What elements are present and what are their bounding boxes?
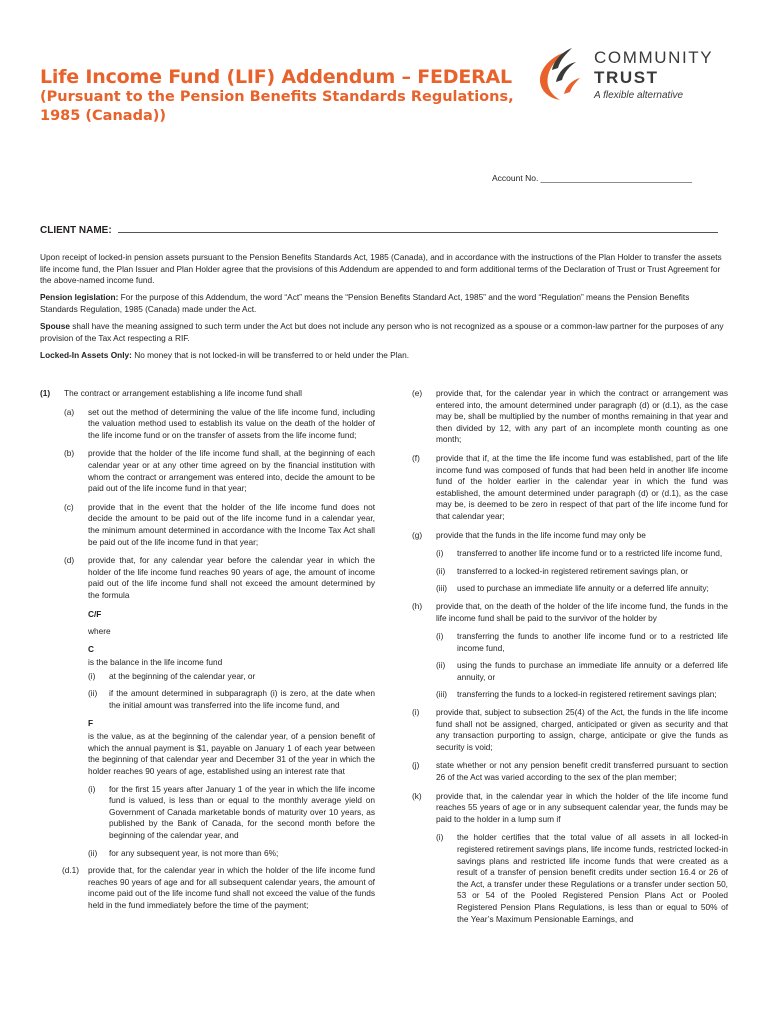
clause-d1 bbox=[40, 865, 375, 911]
variable-c-label: C bbox=[88, 643, 94, 654]
variable-c bbox=[88, 644, 375, 656]
intro-section bbox=[40, 252, 728, 367]
account-number-field[interactable]: Account No. ________________________________ bbox=[492, 173, 692, 183]
clause-text: provide that the holder of the life income fund shall, at the beginning of each calendar year or at any other time agreed on by the financial institution with whom the contract or arrangement was entered into, decide the amount to be paid out of the life income fund in that year; bbox=[88, 448, 375, 494]
subclause-label: (ii) bbox=[436, 660, 446, 671]
client-name-label: CLIENT NAME: bbox=[40, 225, 112, 236]
right-column bbox=[412, 388, 728, 931]
subclause-label: (ii) bbox=[88, 688, 98, 699]
clause-label: (d) bbox=[64, 555, 75, 566]
subclause-label: (i) bbox=[88, 670, 96, 681]
swoosh-logo-icon bbox=[532, 44, 590, 106]
clause-label: (c) bbox=[64, 501, 74, 512]
variable-f-label: F bbox=[88, 717, 94, 728]
subclause-text: transferring the funds to a locked-in registered retirement savings plan; bbox=[457, 689, 717, 700]
clause-text: The contract or arrangement establishing a life income fund shall bbox=[64, 388, 302, 398]
clause-b bbox=[64, 448, 375, 494]
variable-f bbox=[88, 718, 375, 730]
clause-i bbox=[412, 707, 728, 753]
subclause-label: (i) bbox=[88, 783, 96, 794]
formula bbox=[88, 609, 375, 621]
f-subclause-ii bbox=[88, 848, 375, 860]
f-subclause-i bbox=[88, 784, 375, 842]
subclause-text: transferred to a locked-in registered retirement savings plan, or bbox=[457, 565, 689, 576]
h-subclause-iii bbox=[436, 689, 728, 701]
clause-d bbox=[64, 555, 375, 601]
locked-in-text: No money that is not locked-in will be transferred to or held under the Plan. bbox=[131, 349, 410, 360]
logo-word-community: COMMUNITY bbox=[594, 48, 714, 67]
pension-legislation-label: Pension legislation: bbox=[40, 292, 119, 303]
clause-text: provide that in the event that the holder of the life income fund does not decide the amount to be paid out of the life income fund in a calendar year, the minimum amount determined in accordance with the Income Tax Act shall be paid out of the life income fund in that year; bbox=[88, 501, 375, 547]
document-subtitle-line2: 1985 (Canada)) bbox=[40, 108, 166, 124]
clause-text: provide that, in the calendar year in which the holder of the life income fund reaches 55 years of age or in any subsequent calendar year, the funds may be paid to the holder in a lump sum if bbox=[436, 790, 728, 824]
clause-label: (b) bbox=[64, 448, 75, 459]
subclause-text: transferring the funds to another life income fund or to a restricted life income fund, bbox=[457, 631, 728, 653]
c-subclause-i bbox=[88, 671, 375, 683]
subclause-text: for the first 15 years after January 1 of the year in which the life income fund is valued, is less than or equal to the monthly average yield on Government of Canada marketable bonds of maturity over 10 years, as published by the Bank of Canada, for the second month before the beginning of the calendar year, and bbox=[109, 783, 375, 840]
clause-h bbox=[412, 601, 728, 624]
intro-paragraph: Upon receipt of locked-in pension assets pursuant to the Pension Benefits Standards Act, 1985 (Canada), and in accordance with the instructions of the Plan Holder to transfer the assets life income fund, the Plan Issuer and Plan Holder agree that the provisions of this Addendum are appended to and form additional terms of the Declaration of Trust or Trust Agreement for the above-named income fund. bbox=[40, 252, 722, 286]
logo-tagline: A flexible alternative bbox=[594, 90, 684, 101]
g-subclause-iii bbox=[436, 583, 728, 595]
clause-f bbox=[412, 453, 728, 523]
k-subclause-i bbox=[436, 832, 728, 925]
subclause-text: used to purchase an immediate life annuity or a deferred life annuity; bbox=[457, 583, 709, 594]
subclause-text: if the amount determined in subparagraph (i) is zero, at the date when the initial amount was transferred into the life income fund, and bbox=[109, 688, 375, 711]
formula-text: C/F bbox=[88, 608, 102, 619]
clause-text: provide that, subject to subsection 25(4) of the Act, the funds in the life income fund shall not be assigned, charged, anticipated or given as security and that any transaction purporting to assign, charge, anticipate or give the funds as security is void; bbox=[436, 707, 728, 752]
pension-legislation-text: For the purpose of this Addendum, the word “Act” means the “Pension Benefits Standard Act, 1985” and the word “Regulation” means the Pension Benefits Standards Regulation, 1985 (Canada) made under the Act. bbox=[40, 292, 690, 314]
variable-c-definition: is the balance in the life income fund bbox=[88, 657, 223, 668]
spouse-text: shall have the meaning assigned to such term under the Act but does not include any person who is not recognized as a spouse or a common-law partner for the purposes of any provision of the Tax Act respecting a RIF. bbox=[40, 321, 724, 343]
g-subclause-i bbox=[436, 548, 728, 560]
clause-text: state whether or not any pension benefit credit transferred pursuant to section 26 of the Act was varied according to the sex of the plan member; bbox=[436, 760, 728, 783]
client-name-line[interactable] bbox=[118, 224, 718, 233]
clause-k bbox=[412, 791, 728, 826]
clause-label: (j) bbox=[412, 760, 420, 771]
clause-text: provide that, for the calendar year in which the holder of the life income fund reaches 90 years of age and for all subsequent calendar years, the amount of income paid out of the life income fund shall not exceed the value of the funds held in the fund immediately before the time of the payment; bbox=[88, 865, 375, 910]
clause-text: provide that, on the death of the holder of the life income fund, the funds in the life income fund shall be paid to the survivor of the holder by bbox=[436, 600, 728, 623]
where-text: where bbox=[88, 626, 111, 637]
clause-label: (k) bbox=[412, 790, 422, 801]
subclause-label: (i) bbox=[436, 631, 444, 642]
clause-g bbox=[412, 530, 728, 542]
clause-text: provide that if, at the time the life income fund was established, part of the life income fund was composed of funds that had been held in another life income fund of the holder earlier in the calendar year in which the fund was established, the amount determined under paragraph (d) or (d.1), as the case may be, is deemed to be zero in respect of that part of the life income fund for that calendar year; bbox=[436, 452, 728, 521]
clause-text: provide that, for any calendar year before the calendar year in which the holder of the life income fund reaches 90 years of age, the amount of income paid out of the life income fund shall not exceed the amount determined by the formula bbox=[88, 555, 375, 600]
left-column bbox=[40, 388, 375, 919]
clause-1 bbox=[40, 388, 375, 400]
subclause-label: (ii) bbox=[88, 847, 98, 858]
subclause-label: (i) bbox=[436, 548, 444, 559]
client-name-field[interactable] bbox=[40, 224, 725, 236]
subclause-label: (iii) bbox=[436, 689, 448, 700]
clause-c bbox=[64, 502, 375, 548]
c-subclause-ii bbox=[88, 688, 375, 711]
variable-f-definition: is the value, as at the beginning of the calendar year, of a pension benefit of which the annual payment is $1, payable on January 1 of each year between the beginning of that calendar year and December 31 of the year in which the holder reaches 90 years of age, established using an interest rate that bbox=[88, 731, 375, 777]
document-title-block bbox=[40, 66, 514, 126]
spouse-label: Spouse bbox=[40, 321, 70, 332]
subclause-text: for any subsequent year, is not more than 6%; bbox=[109, 847, 279, 858]
subclause-text: using the funds to purchase an immediate life annuity or a deferred life annuity, or bbox=[457, 660, 728, 682]
clause-text: provide that the funds in the life income fund may only be bbox=[436, 529, 646, 540]
clause-label: (g) bbox=[412, 529, 423, 540]
subclause-text: the holder certifies that the total value of all assets in all locked-in registered retirement savings plans, life income funds, restricted locked-in savings plans and restricted life income funds that were created as a result of a transfer of pension benefit credits under section 16.4 or 26 of the Act, a transfer under these Regulations or a transfer under section 50, 53 or 54 of the Pooled Registered Pension Plans Act or Pooled Registered Pension Plans Regulations, is less than or equal to 50% of the Year’s Maximum Pensionable Earnings, and bbox=[457, 832, 728, 924]
document-subtitle-line1: (Pursuant to the Pension Benefits Standards Regulations, bbox=[40, 89, 514, 105]
clause-text: set out the method of determining the value of the life income fund, including the valuation method used to establish its value on the death of the holder of the life income fund or on the transfer of assets from the life income fund; bbox=[88, 406, 375, 440]
spouse-paragraph bbox=[40, 321, 728, 344]
h-subclause-i bbox=[436, 631, 728, 654]
clause-j bbox=[412, 760, 728, 783]
clause-label: (i) bbox=[412, 707, 420, 718]
clause-label: (d.1) bbox=[62, 865, 80, 876]
locked-in-paragraph bbox=[40, 350, 728, 362]
community-trust-logo bbox=[532, 44, 732, 104]
subclause-label: (iii) bbox=[436, 583, 448, 594]
subclause-label: (i) bbox=[436, 832, 444, 843]
subclause-text: at the beginning of the calendar year, or bbox=[109, 670, 256, 681]
locked-in-label: Locked-In Assets Only: bbox=[40, 349, 132, 360]
subclause-text: transferred to another life income fund or to a restricted life income fund, bbox=[457, 548, 723, 559]
subclause-label: (ii) bbox=[436, 565, 446, 576]
clause-label: (1) bbox=[40, 388, 51, 398]
pension-legislation-paragraph bbox=[40, 292, 728, 315]
clause-label: (e) bbox=[412, 388, 423, 398]
logo-word-trust: TRUST bbox=[594, 68, 659, 87]
h-subclause-ii bbox=[436, 660, 728, 683]
clause-label: (h) bbox=[412, 600, 423, 611]
clause-e bbox=[412, 388, 728, 446]
clause-text: provide that, for the calendar year in which the contract or arrangement was entered into, the amount determined under paragraph (d) or (d.1), as the case may be, shall be multiplied by the number of months remaining in that year and then divided by 12, with any part of an incomplete month counting as one month; bbox=[436, 388, 728, 445]
document-title: Life Income Fund (LIF) Addendum – FEDERAL bbox=[40, 66, 512, 88]
clause-a bbox=[64, 407, 375, 442]
g-subclause-ii bbox=[436, 566, 728, 578]
clause-label: (f) bbox=[412, 452, 420, 463]
clause-label: (a) bbox=[64, 406, 75, 417]
